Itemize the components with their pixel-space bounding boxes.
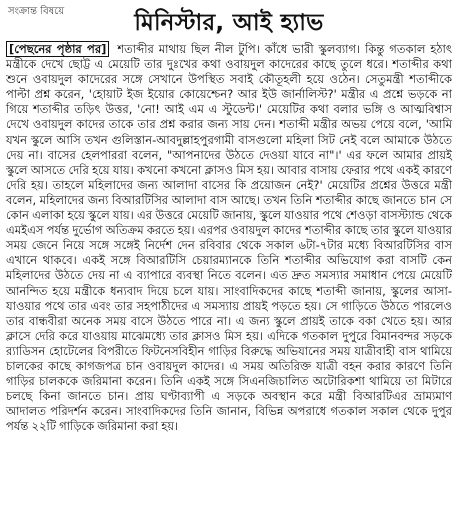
continuation-label: [পেছনের পৃষ্ঠার পর]	[6, 41, 109, 57]
newspaper-clipping	[0, 6, 456, 532]
article-headline: মিনিস্টার, আই হ্যাভ	[134, 10, 324, 36]
article-text: শতাব্দীর মাথায় ছিল নীল টুপি। কাঁধে ভারী স্কুলব্যাগ। কিন্তু গতকাল হঠাৎ মন্ত্রীকে দেখে ছোট্ট এ মেয়েটি তার দুঃখের কথা ওবায়দুল কাদেরের কাছে তুলে ধরে। শতাব্দীর কথা শুনে ওবায়দুল কাদেরের সঙ্গে সেখানে উপস্থিত সবাই কৌতূহলী হয়ে ওঠেন। সেতুমন্ত্রী শতাব্দীকে পাল্টা প্রশ্ন করেন, 'হোয়াট ইজ ইয়োর কোয়েশ্চেন? আর ইউ জার্নালিস্ট?' মন্ত্রীর এ প্রশ্নে ভড়কে না গিয়ে শতাব্দীর তড়িৎ উত্তর, 'নো! আই এম এ স্টুডেন্ট।' মেয়েটির কথা বলার ভঙ্গি ও আত্মবিশ্বাস দেখে ওবায়দুল কাদের তাকে তার প্রশ্ন করার জন্য সায় দেন। শতাব্দী মন্ত্রীর অভয় পেয়ে বলে, 'আমি যখন স্কুলে আসি তখন গুলিস্তান-আবদুল্লাহপুরগামী বাসগুলো মহিলা সিট নেই বলে আমাকে উঠতে দেয় না। বাসের হেলপাররা বলেন, "আপনাদের উঠতে দেওয়া যাবে না"।' এর ফলে আমার প্রায়ই স্কুলে আসতে দেরি হয়ে যায়। কখনো কখনো ক্লাসও মিস হয়। আবার বাসায় ফেরার পথে একই কারণে দেরি হয়। তাহলে মহিলাদের জন্য আলাদা বাসের কি প্রয়োজন নেই?' মেয়েটির প্রশ্নের উত্তরে মন্ত্রী বলেন, মহিলাদের জন্য বিআরটিসির আলাদা বাস আছে। তখন তিনি শতাব্দীর কাছে জানতে চান সে কোন এলাকা হয়ে স্কুলে যায়। এর উত্তরে মেয়েটি জানায়, স্কুলে যাওয়ার পথে শেওড়া বাসস্ট্যান্ড থেকে এমইএস পর্যন্ত দুর্ভোগ অতিক্রম করতে হয়। এরপর ওবায়দুল কাদের শতাব্দীর কাছে তার স্কুলে যাওয়ার সময় জেনে নিয়ে সঙ্গে সঙ্গেই নির্দেশ দেন রবিবার থেকে সকাল ৬টা-৭টার মধ্যে বিআরটিসির বাস এখানে থাকবে। একই সঙ্গে বিআরটিসি চেয়ারম্যানকে তিনি শতাব্দীর অভিযোগ করা বাসটি কেন মহিলাদের উঠতে দেয় না এ ব্যাপারে ব্যবস্থা নিতে বলেন। এত দ্রুত সমস্যার সমাধান পেয়ে মেয়েটি আনন্দিত হয়ে মন্ত্রীকে ধন্যবাদ দিয়ে চলে যায়। সাংবাদিকদের কাছে শতাব্দী জানায়, স্কুলের আসা-যাওয়ার পথে তার এবং তার সহপাঠীদের এ সমস্যায় প্রায়ই পড়তে হয়। সে গাড়িতে উঠতে পারলেও তার বান্ধবীরা অনেক সময় বাসে উঠতে পারে না। এ জন্য স্কুলে প্রায়ই তাকে বকা খেতে হয়। আর ক্লাসে দেরি করে যাওয়ায় মাঝেমধ্যে তার ক্লাসও মিস হয়। এদিকে গতকাল দুপুরে বিমানবন্দর সড়কে র‌্যাডিসন হোটেলের বিপরীতে ফিটনেসবিহীন গাড়ির বিরুদ্ধে অভিযানের সময় যাত্রীবাহী বাস থামিয়ে চালকের কাছে কাগজপত্র চান ওবায়দুল কাদের। এ সময় অতিরিক্ত যাত্রী বহন করার কারণে তিনি গাড়ির চালককে জরিমানা করেন। তিনি একই সঙ্গে সিএনজিচালিত অটোরিকশা থামিয়ে তা মিটারে চলছে কিনা জানতে চান। প্রায় ঘণ্টাব্যাপী এ সড়কে অবস্থান করে মন্ত্রী বিআরটিএর ভ্রাম্যমাণ আদালত পরিদর্শন করেন। সাংবাদিকদের তিনি জানান, বিভিন্ন অপরাধে গতকাল সকাল থেকে দুপুর পর্যন্ত ২২টি গাড়িকে জরিমানা করা হয়।	[6, 42, 453, 434]
article-paragraph	[6, 42, 452, 434]
article-body	[6, 42, 452, 434]
cut-off-previous-text: সংক্রান্ত বিষয়ে	[8, 6, 65, 17]
